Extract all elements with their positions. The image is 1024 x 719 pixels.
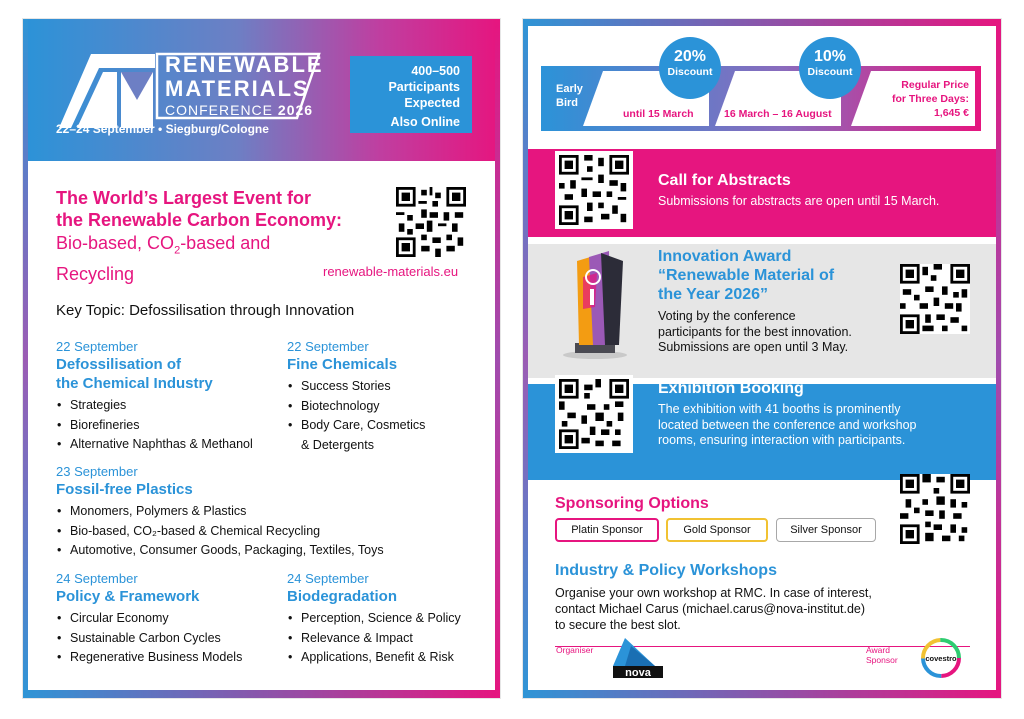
block-date: 24 September [56,571,138,586]
block-title: Biodegradation [287,588,398,605]
regular-price-line2: for Three Days: [891,93,969,105]
nova-logo-icon[interactable] [609,636,667,678]
block-title: Fossil-free Plastics [56,481,193,498]
innovation-award-text [658,309,852,356]
exhibition-text-line2: located between the conference and workshop [658,417,917,432]
award-title-line2: “Renewable Material of [658,267,835,284]
left-rim [23,19,28,698]
exhibition-text-line3: rooms, ensuring interaction with participants. [658,433,906,447]
left-flyer-page [23,19,500,698]
discount-badge-10 [799,37,861,99]
participants-count: 400–500 [411,64,460,78]
qr-code-icon[interactable] [396,187,466,257]
topic-block-fossil-free-plastics [56,464,476,561]
call-for-abstracts-text: Submissions for abstracts are open until 15 March. [658,194,940,208]
headline-line2: the Renewable Carbon Economy: [56,210,343,230]
top-rim [523,19,1001,26]
right-flyer-page [523,19,1001,698]
sponsoring-options-title: Sponsoring Options [555,495,709,512]
qr-code-icon[interactable] [559,379,629,449]
discount-badge-20 [659,37,721,99]
block-date: 22 September [56,339,138,354]
workshops-text-line3: to secure the best slot. [555,618,681,632]
list-item: • Body Care, Cosmetics [287,416,487,436]
bottom-rim [23,690,500,698]
block-date: 24 September [287,571,369,586]
early-bird-line2: Bird [556,97,578,109]
silver-sponsor-button[interactable]: Silver Sponsor [776,518,876,542]
headline [56,187,366,231]
headline-line1: The World’s Largest Event for [56,188,312,208]
qr-code-icon[interactable] [559,155,629,225]
list-item: • Automotive, Consumer Goods, Packaging, Textiles, Toys [56,541,476,561]
event-dates: 22–24 September • Siegburg/Cologne [56,122,269,136]
award-title-line3: the Year 2026” [658,286,769,303]
subheadline [56,232,366,286]
list-item: • Sustainable Carbon Cycles [56,629,281,649]
list-item: • Biorefineries [56,416,281,436]
discount-label: Discount [667,66,713,78]
logo-text-line3 [165,102,313,118]
conference-logo [57,48,327,130]
qr-code-icon[interactable] [900,264,970,334]
regular-price-amount: 1,645 € [933,107,969,119]
organiser-label: Organiser [556,645,594,655]
subline-part1: Bio-based, CO [56,233,175,253]
discount-percent: 20% [673,48,707,65]
platin-sponsor-button[interactable]: Platin Sponsor [555,518,659,542]
logo-conference-word: CONFERENCE [165,102,278,118]
block-title: Defossilisation of [56,356,182,373]
award-text-line2: participants for the best innovation. [658,324,852,339]
list-item: • Relevance & Impact [287,629,492,649]
list-item: • Circular Economy [56,609,281,629]
header-banner [23,19,500,161]
topic-block-defossilisation [56,339,281,455]
award-sponsor-label-line1: Award [866,645,890,655]
list-item-continuation: & Detergents [301,437,374,452]
award-text-line3: Submissions are open until 3 May. [658,340,849,354]
website-link[interactable]: renewable-materials.eu [323,264,459,279]
right-rim [996,19,1001,698]
innovation-award-title [658,247,834,304]
block-list [287,377,487,455]
list-item: • Success Stories [287,377,487,397]
regular-price [873,78,969,120]
list-item: • Applications, Benefit & Risk [287,648,492,668]
topic-block-policy-framework [56,571,281,668]
award-text-line1: Voting by the conference [658,309,796,323]
block-title: Policy & Framework [56,588,200,605]
discount-label: Discount [807,66,853,78]
early-bird-line1: Early [556,83,583,95]
subheadline-line1 [56,232,366,263]
award-sponsor-label [866,645,898,665]
list-item: • Regenerative Business Models [56,648,281,668]
award-sponsor-label-line2: Sponsor [866,655,898,665]
topic-block-biodegradation [287,571,492,668]
workshops-contact-email[interactable]: contact Michael Carus (michael.carus@nova-institut.de) [555,602,866,616]
workshops-text [555,585,915,633]
exhibition-booking-title: Exhibition Booking [658,380,804,397]
exhibition-booking-text [658,402,917,449]
list-item: • Strategies [56,396,281,416]
logo-text-line2: MATERIALS [165,76,310,101]
call-for-abstracts-title: Call for Abstracts [658,172,791,189]
block-title-line2: the Chemical Industry [56,375,213,392]
block-title: Fine Chemicals [287,356,398,373]
covestro-logo-text: covestro [925,654,957,663]
discount-percent: 10% [813,48,847,65]
participants-label: Participants [388,80,460,94]
nova-logo-text: nova [625,667,651,678]
list-item: • Alternative Naphthas & Methanol [56,435,281,455]
early-bird-label [556,82,583,110]
gold-sponsor-button[interactable]: Gold Sponsor [666,518,768,542]
left-rim [523,19,528,698]
award-title-line1: Innovation Award [658,248,792,265]
participants-expected: Expected [404,96,460,110]
block-date: 23 September [56,464,138,479]
list-item: • Biotechnology [287,397,487,417]
block-list [56,502,476,561]
award-trophy-icon [549,247,639,362]
pricing-bar [541,66,981,131]
topic-block-fine-chemicals [287,339,487,455]
covestro-logo-icon[interactable] [919,636,963,680]
block-list [287,609,492,668]
regular-price-line1: Regular Price [901,79,969,91]
discount1-period: until 15 March [623,108,694,120]
right-rim [495,19,500,698]
list-item: • Bio-based, CO₂-based & Chemical Recycling [56,522,476,542]
list-item: • Monomers, Polymers & Plastics [56,502,476,522]
workshops-text-line1: Organise your own workshop at RMC. In case of interest, [555,586,872,600]
bottom-rim [523,690,1001,698]
block-date: 22 September [287,339,369,354]
subline-subscript: 2 [174,244,181,257]
logo-year: 2026 [277,102,314,118]
qr-code-icon[interactable] [900,474,970,544]
participants-box [350,56,472,133]
list-item: • Perception, Science & Policy [287,609,492,629]
subline-part2: -based and [180,233,271,253]
block-list [56,609,281,668]
block-list [56,396,281,455]
exhibition-text-line1: The exhibition with 41 booths is prominently [658,402,901,416]
workshops-title: Industry & Policy Workshops [555,562,777,579]
logo-text-line1: RENEWABLE [165,52,324,77]
subheadline-line2: Recycling [56,263,135,284]
also-online-label: Also Online [390,115,460,129]
discount2-period: 16 March – 16 August [724,108,832,120]
key-topic: Key Topic: Defossilisation through Innovation [56,302,355,319]
